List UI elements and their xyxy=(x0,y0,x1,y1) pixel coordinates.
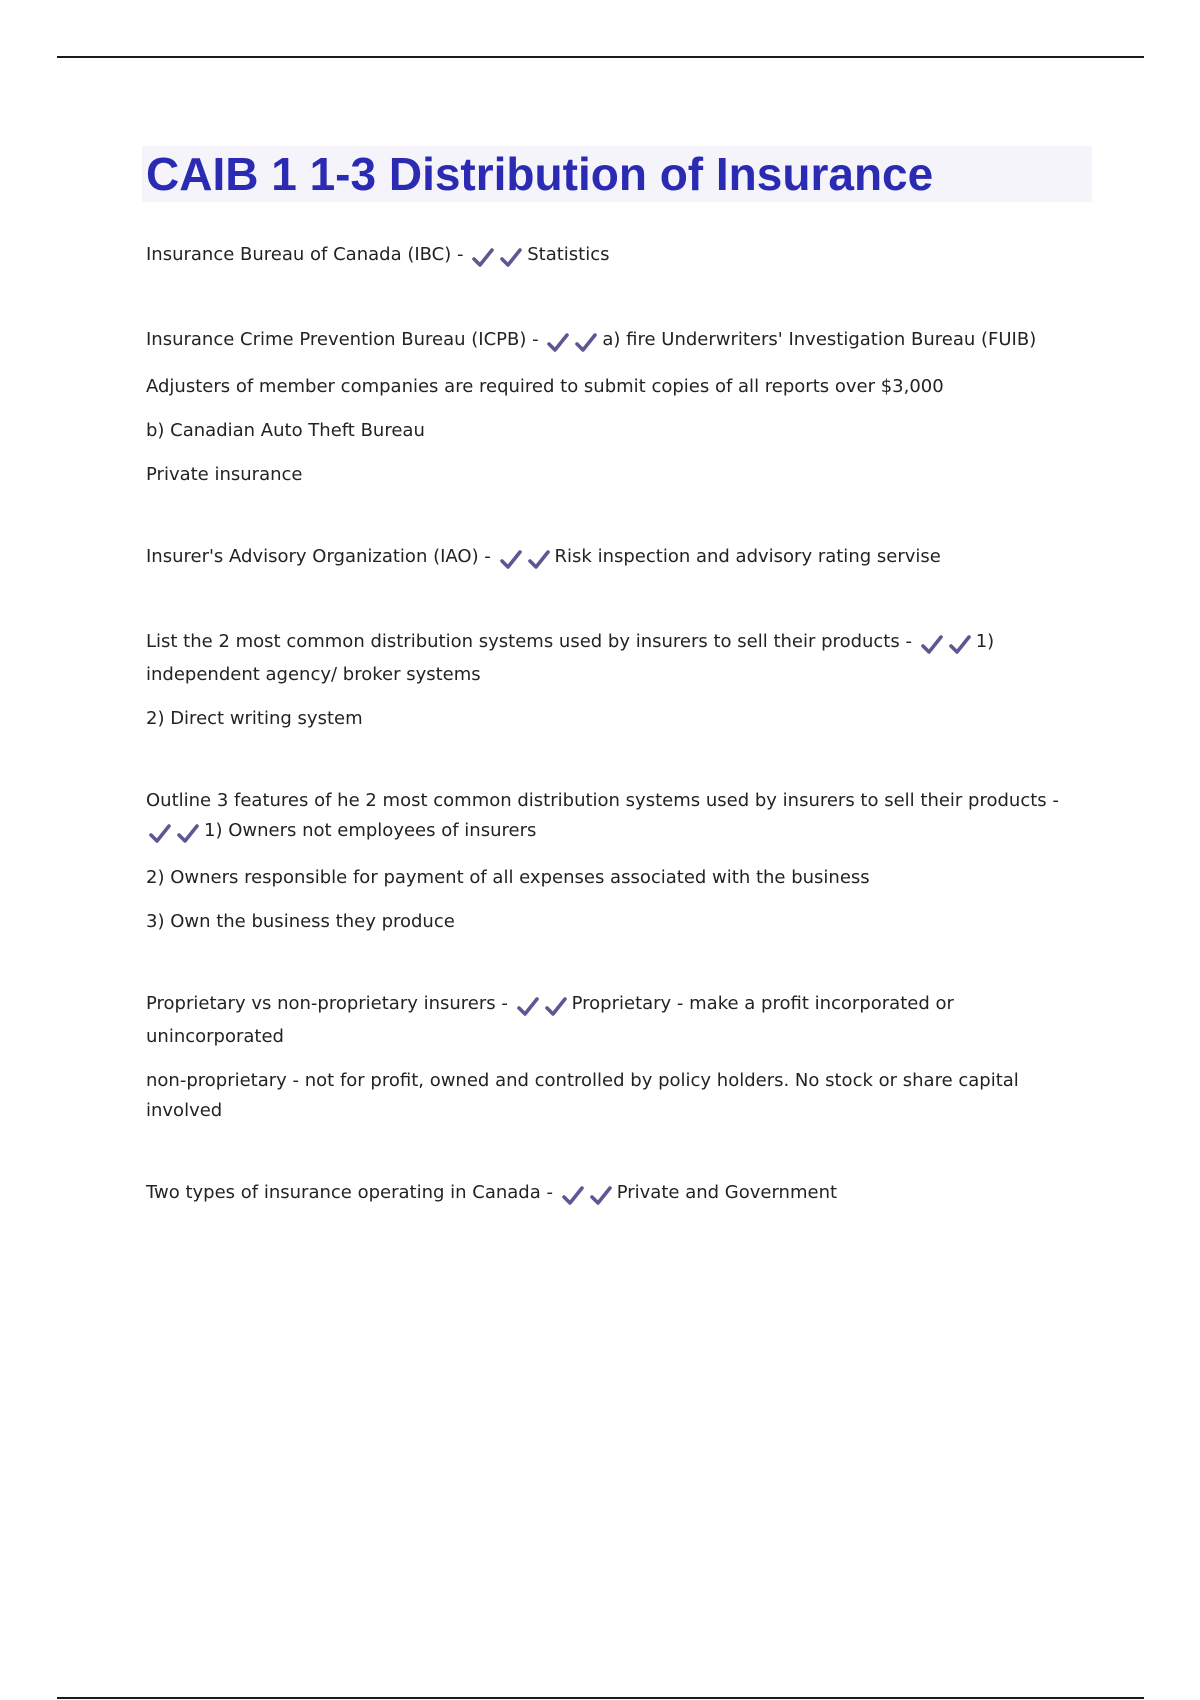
card-question: List the 2 most common distribution systems used by insurers to sell their products - xyxy=(146,631,912,652)
card-question: Two types of insurance operating in Canada - xyxy=(146,1182,553,1203)
check-icon xyxy=(948,634,972,656)
double-check-icon xyxy=(516,992,568,1022)
card-answer: Statistics xyxy=(527,244,610,265)
card-main xyxy=(146,627,1066,690)
card-answer-line: Adjusters of member companies are required to submit copies of all reports over $3,000 xyxy=(146,376,944,397)
card-answer-line: 3) Own the business they produce xyxy=(146,911,455,932)
flashcard xyxy=(146,989,1066,1126)
card-answer: Proprietary - make a profit incorporated or unincorporated xyxy=(146,993,954,1047)
card-main xyxy=(146,542,1066,575)
check-icon xyxy=(499,247,523,269)
card-answer-line: 2) Owners responsible for payment of all expenses associated with the business xyxy=(146,867,870,888)
check-icon xyxy=(544,996,568,1018)
check-icon xyxy=(589,1185,613,1207)
check-icon xyxy=(527,549,551,571)
card-main xyxy=(146,786,1066,849)
flashcard xyxy=(146,542,1066,575)
check-icon xyxy=(561,1185,585,1207)
bottom-rule xyxy=(57,1697,1144,1699)
card-question: Insurer's Advisory Organization (IAO) - xyxy=(146,546,491,567)
check-icon xyxy=(176,823,200,845)
flashcard xyxy=(146,325,1066,490)
double-check-icon xyxy=(499,545,551,575)
card-question: Proprietary vs non-proprietary insurers - xyxy=(146,993,508,1014)
card-answer: 1) Owners not employees of insurers xyxy=(204,820,537,841)
double-check-icon xyxy=(920,630,972,660)
card-question: Insurance Crime Prevention Bureau (ICPB) - xyxy=(146,329,539,350)
check-icon xyxy=(499,549,523,571)
card-main xyxy=(146,240,1066,273)
flashcard-list xyxy=(146,240,1066,1263)
card-answer: 1) independent agency/ broker systems xyxy=(146,631,995,685)
flashcard xyxy=(146,1178,1066,1211)
card-answer-line: 2) Direct writing system xyxy=(146,708,363,729)
flashcard xyxy=(146,240,1066,273)
double-check-icon xyxy=(561,1181,613,1211)
check-icon xyxy=(546,332,570,354)
card-main xyxy=(146,989,1066,1052)
card-question: Insurance Bureau of Canada (IBC) - xyxy=(146,244,464,265)
card-answer-line: non-proprietary - not for profit, owned and controlled by policy holders. No stock or share capital involved xyxy=(146,1070,1019,1121)
top-rule xyxy=(57,56,1144,58)
card-main xyxy=(146,325,1066,358)
card-answer: Private and Government xyxy=(616,1182,838,1203)
double-check-icon xyxy=(546,328,598,358)
card-answer-line: b) Canadian Auto Theft Bureau xyxy=(146,420,425,441)
check-icon xyxy=(516,996,540,1018)
check-icon xyxy=(574,332,598,354)
double-check-icon xyxy=(148,819,200,849)
check-icon xyxy=(471,247,495,269)
check-icon xyxy=(148,823,172,845)
card-answer-line: Private insurance xyxy=(146,464,303,485)
check-icon xyxy=(920,634,944,656)
double-check-icon xyxy=(471,243,523,273)
card-question: Outline 3 features of he 2 most common distribution systems used by insurers to sell their products - xyxy=(146,790,1059,811)
flashcard xyxy=(146,786,1066,937)
card-main xyxy=(146,1178,1066,1211)
flashcard xyxy=(146,627,1066,734)
card-answer: Risk inspection and advisory rating servise xyxy=(554,546,941,567)
card-answer: a) fire Underwriters' Investigation Bureau (FUIB) xyxy=(602,329,1037,350)
page-title: CAIB 1 1-3 Distribution of Insurance xyxy=(146,148,934,200)
